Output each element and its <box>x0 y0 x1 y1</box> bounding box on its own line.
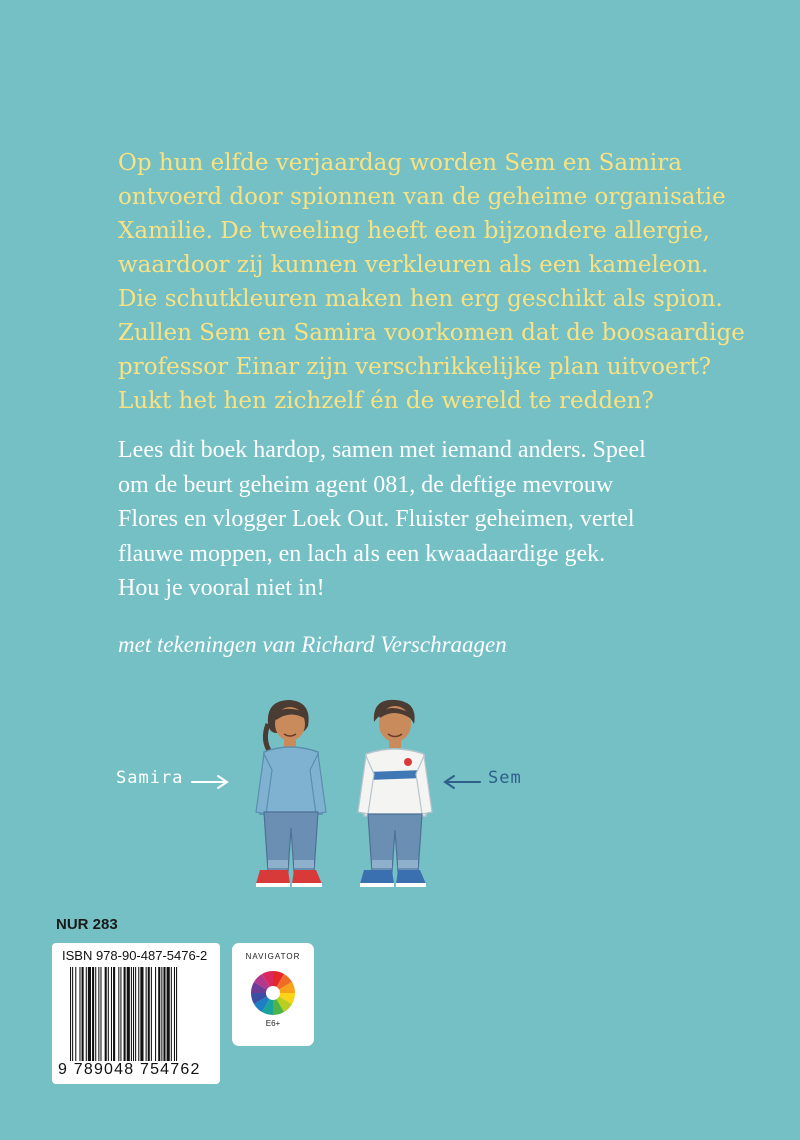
samira-label: Samira <box>116 768 184 788</box>
navigator-label: NAVIGATOR <box>245 952 301 961</box>
navigator-badge <box>232 943 314 1046</box>
back-cover-blurb: Op hun elfde verjaardag worden Sem en Samira ontvoerd door spionnen van de geheime organisatie Xamilie. De tweeling heeft een bijzondere allergie, waardoor zij kunnen verkleuren als een kameleon. Die schutkleuren maken hen erg geschikt als spion. Zullen Sem en Samira voorkomen dat de boosaardige professor Einar zijn verschrikkelijke plan uitvoert? Lukt het hen zichzelf én de wereld te redden? <box>118 150 745 414</box>
sem-illustration <box>350 694 440 894</box>
navigator-level: E6+ <box>265 1019 281 1028</box>
illustrator-credit: met tekeningen van Richard Verschraagen <box>118 632 507 657</box>
color-wheel-icon <box>249 969 297 1017</box>
arrow-right-icon <box>190 774 232 790</box>
barcode-number: 9 789048 754762 <box>58 1061 201 1078</box>
isbn-text: ISBN 978-90-487-5476-2 <box>62 948 208 963</box>
barcode-block <box>52 943 220 1084</box>
nur-code: NUR 283 <box>56 916 118 933</box>
sem-label: Sem <box>488 768 522 788</box>
arrow-left-icon <box>440 774 482 790</box>
samira-illustration <box>246 694 336 894</box>
reading-instructions: Lees dit boek hardop, samen met iemand anders. Speel om de beurt geheim agent 081, de deftige mevrouw Flores en vlogger Loek Out. Fluister geheimen, vertel flauwe moppen, en lach als een kwaadaardige gek. Hou je vooral niet in! <box>118 437 646 601</box>
barcode-bars <box>70 967 216 1061</box>
